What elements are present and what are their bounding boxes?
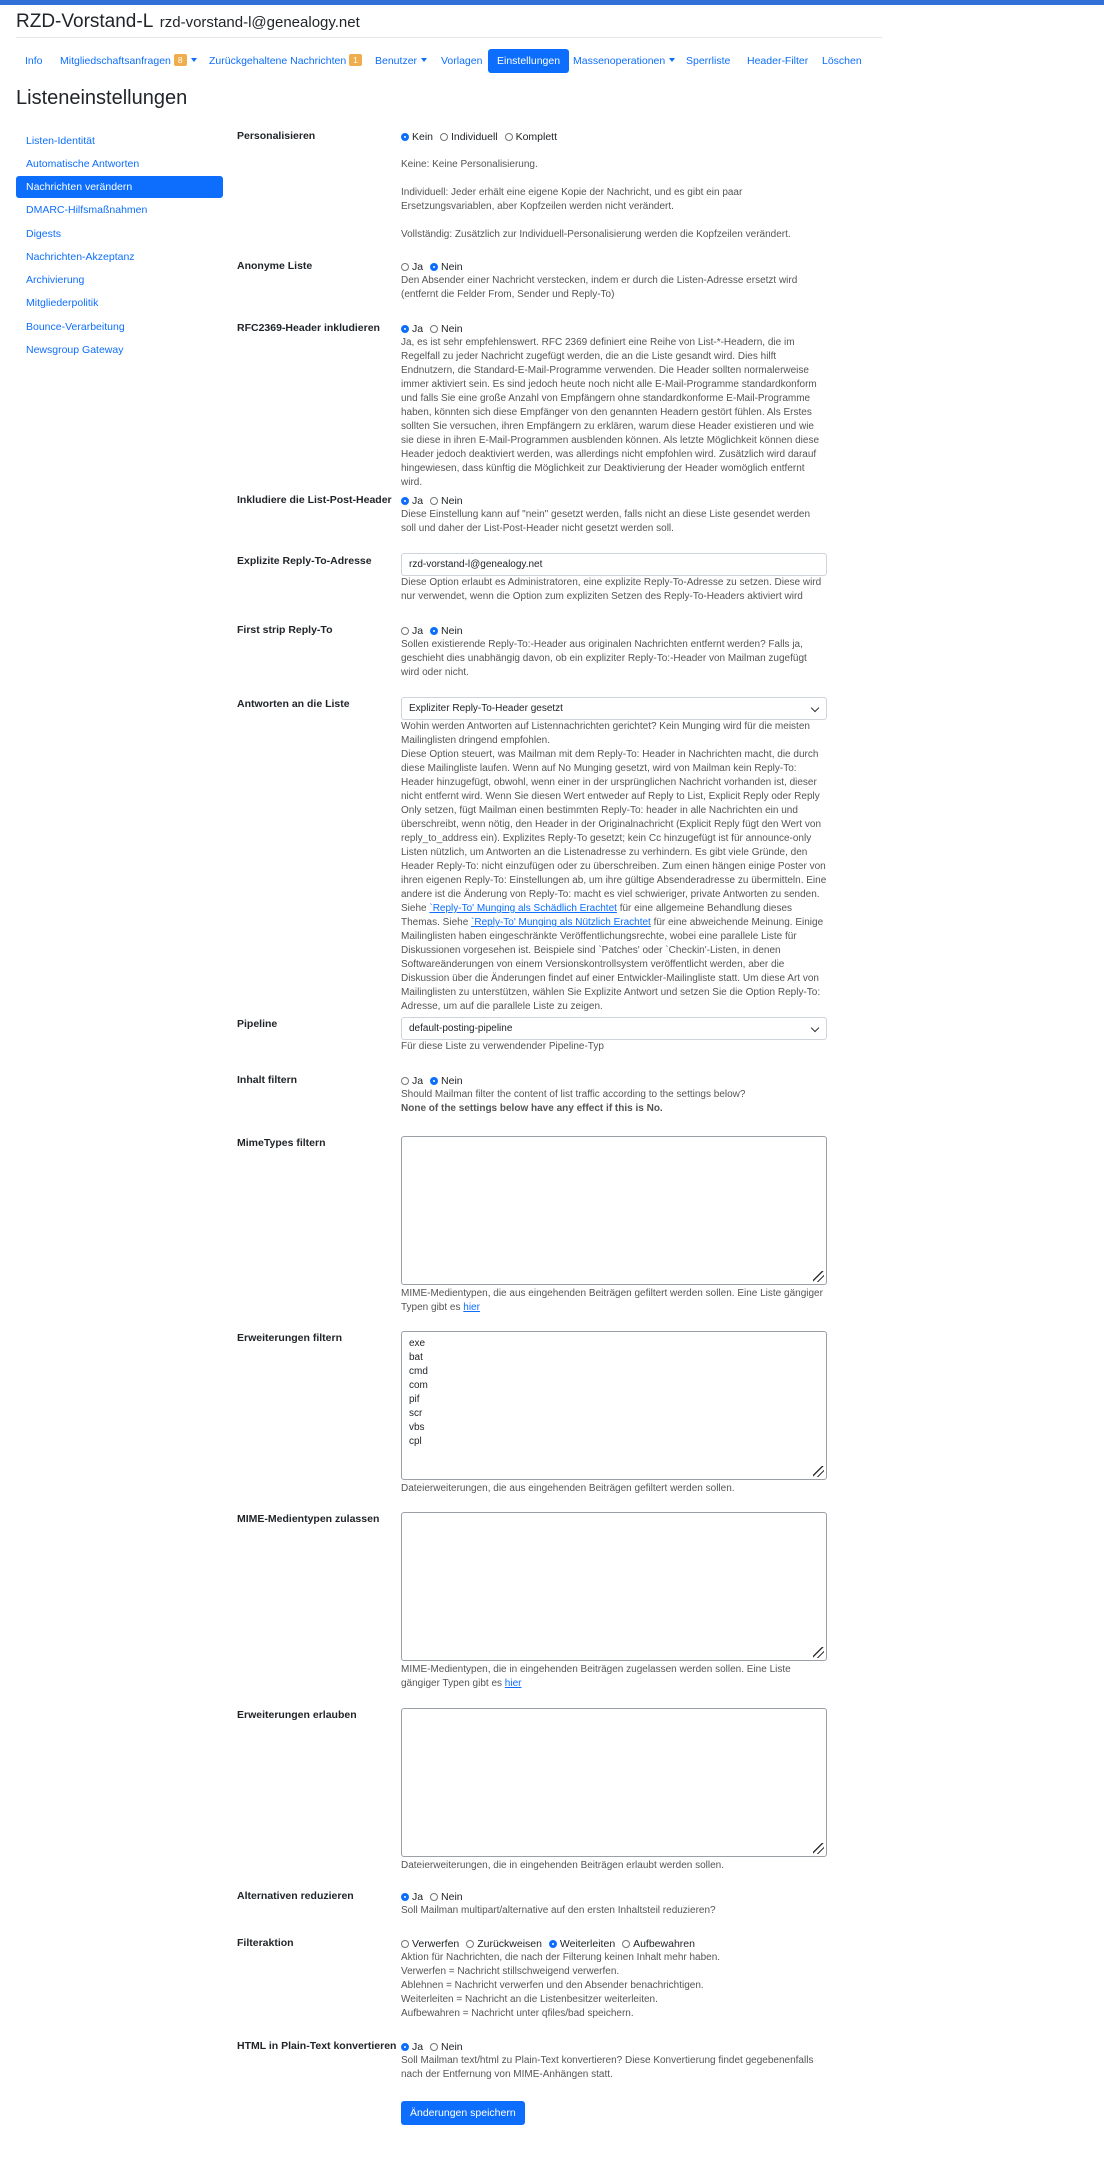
caret-down-icon	[421, 58, 427, 62]
filter-extensions-label: Erweiterungen filtern	[237, 1332, 343, 1344]
radio-label: Ja	[412, 625, 424, 637]
radio-unchecked[interactable]	[401, 627, 409, 635]
radio-unchecked[interactable]	[430, 325, 438, 333]
rfc2369-label: RFC2369-Header inkludieren	[237, 322, 380, 334]
radio-checked[interactable]	[401, 2043, 409, 2051]
reply-to-address-field	[401, 553, 827, 604]
textarea-line: cmd	[409, 1366, 428, 1377]
pass-mimetypes-textarea[interactable]	[401, 1512, 827, 1661]
html-to-plain-label: HTML in Plain-Text konvertieren	[237, 2040, 397, 2052]
filter-content-option-yes[interactable]	[401, 1075, 423, 1087]
radio-label: Nein	[441, 2041, 463, 2053]
radio-label: Ja	[412, 1891, 424, 1903]
list-name: RZD-Vorstand-L	[16, 11, 154, 32]
help-text: Weiterleiten = Nachricht an die Listenbesitzer weiterleiten.	[401, 1994, 658, 2005]
radio-label: Verwerfen	[412, 1938, 460, 1950]
help-text: Keine: Keine Personalisierung.	[401, 159, 538, 170]
radio-checked[interactable]	[430, 627, 438, 635]
help-text: Verwerfen = Nachricht stillschweigend verwerfen.	[401, 1966, 620, 1977]
filter-extensions-help: Dateierweiterungen, die aus eingehenden Beiträgen gefiltert werden sollen.	[401, 1483, 735, 1494]
tab-label: Löschen	[822, 55, 862, 67]
filter-action-label: Filteraktion	[237, 1937, 294, 1949]
radio-label: Nein	[441, 625, 463, 637]
radio-label: Nein	[441, 1075, 463, 1087]
personalize-option-full[interactable]	[505, 131, 557, 143]
textarea-line: com	[409, 1380, 428, 1391]
count-badge: 8	[174, 54, 187, 66]
pipeline-label: Pipeline	[237, 1018, 278, 1030]
radio-unchecked[interactable]	[430, 497, 438, 505]
radio-checked[interactable]	[401, 325, 409, 333]
sidebar-item-list-identity[interactable]: Listen-Identität	[26, 135, 95, 147]
list-email: rzd-vorstand-l@genealogy.net	[159, 14, 360, 31]
tab-label: Vorlagen	[441, 55, 483, 67]
html-to-plain-option-no[interactable]	[430, 2041, 463, 2053]
rfc2369-option-yes[interactable]	[401, 323, 423, 335]
radio-label: Ja	[412, 2041, 424, 2053]
radio-unchecked[interactable]	[622, 1940, 630, 1948]
radio-checked[interactable]	[401, 497, 409, 505]
radio-label: Ja	[412, 495, 424, 507]
textarea-line: cpl	[409, 1436, 422, 1447]
radio-unchecked[interactable]	[430, 2043, 438, 2051]
filter-extensions-textarea[interactable]	[401, 1331, 827, 1480]
count-badge: 1	[349, 54, 362, 66]
reply-to-harmful-link[interactable]: `Reply-To' Munging als Schädlich Erachtet	[429, 903, 617, 914]
resize-grip-icon[interactable]	[813, 1647, 824, 1658]
tab-label: Info	[25, 55, 43, 67]
radio-label: Nein	[441, 261, 463, 273]
help-text: MIME-Medientypen, die in eingehenden Beiträgen zugelassen werden sollen. Eine Liste gängiger Typen gibt es	[401, 1664, 791, 1689]
pass-mimetypes-label: MIME-Medientypen zulassen	[237, 1513, 380, 1525]
first-strip-option-yes[interactable]	[401, 625, 423, 637]
tab-templates[interactable]	[432, 49, 491, 73]
reply-goes-to-list-label: Antworten an die Liste	[237, 698, 350, 710]
reply-goes-to-list-field	[401, 697, 827, 1014]
collapse-alternatives-label: Alternativen reduzieren	[237, 1890, 354, 1902]
tab-label: Massenoperationen	[573, 55, 666, 67]
list-post-option-no[interactable]	[430, 495, 463, 507]
filter-mimetypes-textarea[interactable]	[401, 1136, 827, 1285]
reply-goes-to-list-select[interactable]	[401, 697, 827, 720]
help-text-bold: None of the settings below have any effect if this is No.	[401, 1103, 663, 1114]
filter-mimetypes-field	[401, 1136, 827, 1315]
reply-goes-to-help	[401, 720, 827, 1014]
rfc2369-help: Ja, es ist sehr empfehlenswert. RFC 2369 definiert eine Reihe von List-*-Headern, die im Regelfall zu jeder Nachricht zugefügt werden, die an die Liste gesandt wird. Dies hilft Endnutzern, die Standard-E-Mail-Programme verwenden. Die Header sollten normalerweise immer aktiviert sein. Es sind jedoch heute noch nicht alle E-Mail-Programme standardkonform und falls Sie eine große Anzahl von Empfängern ohne standardkonforme E-Mail-Programme haben, könnten sich diese Empfänger von den genannten Headern gestört fühlen. Als Erstes sollten Sie versuchen, ihren Empfängern zu erklären, warum diese Header existieren und wie sie diese in ihren E-Mail-Programmen ausblenden können. Als letzte Möglichkeit können diese Header jedoch deaktiviert werden, was allerdings nicht empfohlen wird. Zusätzlich wird darauf hingewiesen, dass künftig die Möglichkeit zur Deaktivierung der Header womöglich entfernt wird.	[401, 337, 820, 488]
radio-label: Weiterleiten	[559, 1938, 616, 1950]
radio-unchecked[interactable]	[401, 263, 409, 271]
select-value: default-posting-pipeline	[409, 1023, 513, 1034]
pipeline-select[interactable]	[401, 1017, 827, 1040]
filter-extensions-field	[401, 1331, 827, 1496]
pipeline-help: Für diese Liste zu verwendender Pipeline-Typ	[401, 1041, 604, 1052]
anonymous-list-label: Anonyme Liste	[237, 260, 313, 272]
help-text: Ablehnen = Nachricht verwerfen und den Absender benachrichtigen.	[401, 1980, 704, 1991]
filter-content-help	[401, 1088, 827, 1116]
page-title: Listeneinstellungen	[16, 87, 188, 109]
personalize-option-individual[interactable]	[440, 131, 498, 143]
filter-content-option-no[interactable]	[430, 1075, 463, 1087]
list-post-label: Inkludiere die List-Post-Header	[237, 494, 392, 506]
tab-label: Benutzer	[375, 55, 418, 67]
anonymous-help: Den Absender einer Nachricht verstecken, indem er durch die Listen-Adresse ersetzt wird (entfernt die Felder From, Sender und Reply-To)	[401, 275, 798, 300]
personalize-option-none[interactable]	[401, 131, 433, 143]
radio-checked[interactable]	[430, 1077, 438, 1085]
filter-action-field	[401, 1937, 827, 2021]
html-to-plain-help: Soll Mailman text/html zu Plain-Text konvertieren? Diese Konvertierung findet gegebenenfalls nach der Entfernung von MIME-Anhängen statt.	[401, 2055, 814, 2080]
radio-checked[interactable]	[430, 263, 438, 271]
list-post-help: Diese Einstellung kann auf "nein" gesetzt werden, falls nicht an diese Liste gesendet werden soll und daher der List-Post-Header nicht gesetzt werden soll.	[401, 509, 811, 534]
mimetypes-list-link[interactable]: hier	[504, 1678, 522, 1689]
radio-unchecked[interactable]	[466, 1940, 474, 1948]
radio-checked[interactable]	[549, 1940, 557, 1948]
first-strip-reply-to-label: First strip Reply-To	[237, 624, 333, 636]
filter-action-option-forward[interactable]	[549, 1938, 615, 1950]
textarea-line: vbs	[409, 1422, 425, 1433]
textarea-line: bat	[409, 1352, 423, 1363]
tab-label: Sperrliste	[686, 55, 731, 67]
filter-content-label: Inhalt filtern	[237, 1074, 298, 1086]
rfc2369-field	[401, 322, 827, 490]
help-text: Aufbewahren = Nachricht unter qfiles/bad speichern.	[401, 2008, 634, 2019]
radio-label: Aufbewahren	[633, 1938, 695, 1950]
help-text	[401, 748, 827, 1014]
resize-grip-icon[interactable]	[813, 1843, 824, 1854]
list-post-field	[401, 494, 827, 536]
reply-to-address-input[interactable]: rzd-vorstand-l@genealogy.net	[401, 553, 827, 576]
filter-action-option-preserve[interactable]	[622, 1938, 695, 1950]
help-text: Vollständig: Zusätzlich zur Individuell-Personalisierung werden die Kopfzeilen verändert.	[401, 229, 791, 240]
resize-grip-icon[interactable]	[813, 1466, 824, 1477]
textarea-line: pif	[409, 1394, 420, 1405]
list-header	[16, 11, 360, 33]
help-text: Aktion für Nachrichten, die nach der Filterung keinen Inhalt mehr haben.	[401, 1952, 721, 1963]
radio-unchecked[interactable]	[440, 133, 448, 141]
help-text-part: für eine allgemeine Behandlung dieses Themas. Siehe	[401, 903, 793, 928]
sidebar-item-newsgroup-gateway[interactable]: Newsgroup Gateway	[26, 344, 124, 356]
filter-content-field	[401, 1074, 827, 1116]
anonymous-list-field	[401, 260, 827, 302]
tab-label: Header-Filter	[747, 55, 809, 67]
sidebar-item-dmarc[interactable]: DMARC-Hilfsmaßnahmen	[26, 204, 148, 216]
select-value: Expliziter Reply-To-Header gesetzt	[409, 703, 563, 714]
radio-checked[interactable]	[401, 133, 409, 141]
tab-settings[interactable]	[488, 49, 569, 73]
radio-unchecked[interactable]	[505, 133, 513, 141]
caret-down-icon	[191, 58, 197, 62]
resize-grip-icon[interactable]	[813, 1271, 824, 1282]
collapse-alternatives-field	[401, 1890, 827, 1918]
tab-held-messages[interactable]	[200, 49, 371, 73]
first-strip-option-no[interactable]	[430, 625, 463, 637]
sidebar-item-bounce-processing[interactable]: Bounce-Verarbeitung	[26, 321, 125, 333]
help-text: MIME-Medientypen, die aus eingehenden Beiträgen gefiltert werden sollen. Eine Liste gängiger Typen gibt es	[401, 1288, 823, 1313]
sidebar-item-member-policy[interactable]: Mitgliederpolitik	[26, 297, 99, 309]
header-divider	[16, 37, 882, 38]
html-to-plain-field	[401, 2040, 827, 2082]
filter-mimetypes-help	[401, 1287, 827, 1315]
tab-mass-operations[interactable]	[564, 49, 684, 73]
radio-unchecked[interactable]	[430, 1893, 438, 1901]
top-accent-bar	[0, 0, 1104, 5]
radio-label: Nein	[441, 495, 463, 507]
list-post-option-yes[interactable]	[401, 495, 423, 507]
help-text-part: für eine abweichende Meinung. Einige Mailinglisten haben eingeschränkte Veröffentlichungsrechte, wobei eine parallele Liste für Diskussionen vorgesehen ist. Beispiele sind `Patches' oder `Checkin'-Listen, in denen Softwareänderungen von einem Versionskontrollsystem veröffentlicht werden, aber die Diskussion über die Änderungen findet auf einer Entwickler-Mailingliste statt. Um diese Art von Mailinglisten zu unterstützen, wählen Sie Explizite Antwort und setzen Sie die Option Reply-To: Adresse, um auf die parallele Liste zu zeigen.	[401, 917, 824, 1012]
textarea-line: scr	[409, 1408, 423, 1419]
personalize-label: Personalisieren	[237, 130, 316, 142]
radio-label: Kein	[412, 131, 434, 143]
pipeline-field	[401, 1017, 827, 1054]
filter-action-help	[401, 1951, 827, 2021]
collapse-option-no[interactable]	[430, 1891, 463, 1903]
caret-down-icon	[669, 58, 675, 62]
mimetypes-list-link[interactable]: hier	[463, 1302, 480, 1313]
collapse-alternatives-help: Soll Mailman multipart/alternative auf den ersten Inhaltsteil reduzieren?	[401, 1905, 716, 1916]
tab-label: Mitgliedschaftsanfragen	[60, 55, 171, 67]
radio-label: Nein	[441, 323, 463, 335]
tab-info[interactable]	[16, 49, 52, 73]
pass-extensions-label: Erweiterungen erlauben	[237, 1709, 357, 1721]
tab-users[interactable]	[366, 49, 436, 73]
radio-checked[interactable]	[401, 1893, 409, 1901]
reply-to-useful-link[interactable]: `Reply-To' Munging als Nützlich Erachtet	[471, 917, 651, 928]
sidebar-item-archiving[interactable]: Archivierung	[26, 274, 85, 286]
save-changes-button[interactable]: Änderungen speichern	[401, 2101, 525, 2125]
textarea-line: exe	[409, 1338, 426, 1349]
help-text-part: Diese Option steuert, was Mailman mit dem Reply-To: Header in Nachrichten macht, die durch diese Mailingliste laufen. Wenn auf No Munging gesetzt, wird von Mailman kein Reply-To: Header hinzugefügt, obwohl, wenn einer in der ursprünglichen Nachricht vorhanden ist, dieser nicht entfernt wird. Wenn Sie diesen Wert entweder auf Reply to List, Explicit Reply oder Reply Only setzen, fügt Mailman einen bestimmten Reply-To: header in alle Nachrichten ein und überschreibt, wenn nötig, den Header in der Originalnachricht (Explicit Reply fügt den Wert von reply_to_address ein). Explizites Reply-To gesetzt; kein Cc hinzugefügt ist für announce-only Listen nützlich, um Antworten an die Listenadresse zu verhindern. Es gibt viele Gründe, den Header Reply-To: nicht einzufügen oder zu überschreiben. Zum einen hängen einige Poster von ihren eigenen Reply-To: Einstellungen ab, um ihre gültige Absenderadresse zu übermitteln. Eine andere ist die Änderung von Reply-To: macht es viel schwieriger, private Antworten zu senden. Siehe	[401, 749, 827, 914]
radio-label: Ja	[412, 261, 424, 273]
help-text: Wohin werden Antworten auf Listennachrichten gerichtet? Kein Munging wird für die meisten Mailinglisten dringend empfohlen.	[401, 721, 810, 746]
reply-to-address-label: Explizite Reply-To-Adresse	[237, 555, 372, 567]
personalize-help	[401, 158, 827, 242]
sidebar-item-message-acceptance[interactable]: Nachrichten-Akzeptanz	[26, 251, 135, 263]
radio-label: Ja	[412, 1075, 424, 1087]
tab-header-filters[interactable]	[738, 49, 817, 73]
pass-extensions-help: Dateierweiterungen, die in eingehenden Beiträgen erlaubt werden sollen.	[401, 1860, 724, 1871]
radio-label: Individuell	[450, 131, 498, 143]
pass-extensions-field	[401, 1708, 827, 1873]
personalize-field	[401, 130, 827, 242]
radio-label: Ja	[412, 323, 424, 335]
html-to-plain-option-yes[interactable]	[401, 2041, 423, 2053]
tab-ban-list[interactable]	[677, 49, 739, 73]
help-text: Should Mailman filter the content of list traffic according to the settings below?	[401, 1089, 746, 1100]
radio-unchecked[interactable]	[401, 1940, 409, 1948]
collapse-option-yes[interactable]	[401, 1891, 423, 1903]
sidebar-item-alter-messages[interactable]: Nachrichten verändern	[16, 176, 223, 198]
filter-action-option-reject[interactable]	[466, 1938, 542, 1950]
pass-extensions-textarea[interactable]	[401, 1708, 827, 1857]
anonymous-option-no[interactable]	[430, 261, 463, 273]
first-strip-reply-to-field	[401, 624, 827, 680]
help-text: Individuell: Jeder erhält eine eigene Kopie der Nachricht, und es gibt ein paar Ersetzungsvariablen, aber Kopfzeilen werden nicht verändert.	[401, 187, 743, 212]
sidebar-item-automatic-responses[interactable]: Automatische Antworten	[26, 158, 140, 170]
reply-to-address-help: Diese Option erlaubt es Administratoren, eine explizite Reply-To-Adresse zu setzen. Diese wird nur verwendet, wenn die Option zum expliziten Setzen des Reply-To-Headers aktiviert wird	[401, 577, 822, 602]
filter-action-option-discard[interactable]	[401, 1938, 459, 1950]
rfc2369-option-no[interactable]	[430, 323, 463, 335]
first-strip-help: Sollen existierende Reply-To:-Header aus originalen Nachrichten entfernt werden? Falls ja, geschieht dies unabhängig davon, ob ein expliziter Reply-To:-Header von Mailman zugefügt wird oder nicht.	[401, 639, 807, 678]
pass-mimetypes-help	[401, 1663, 827, 1691]
radio-unchecked[interactable]	[401, 1077, 409, 1085]
tab-subscription-requests[interactable]	[51, 49, 206, 73]
chevron-down-icon	[811, 1024, 819, 1032]
radio-label: Komplett	[515, 131, 557, 143]
radio-label: Nein	[441, 1891, 463, 1903]
radio-label: Zurückweisen	[477, 1938, 542, 1950]
anonymous-option-yes[interactable]	[401, 261, 423, 273]
sidebar-item-digests[interactable]: Digests	[26, 228, 62, 240]
tab-label: Zurückgehaltene Nachrichten	[209, 55, 347, 67]
pass-mimetypes-field	[401, 1512, 827, 1691]
chevron-down-icon	[811, 704, 819, 712]
filter-mimetypes-label: MimeTypes filtern	[237, 1137, 326, 1149]
tab-label: Einstellungen	[497, 55, 561, 67]
tab-delete[interactable]	[813, 49, 871, 73]
